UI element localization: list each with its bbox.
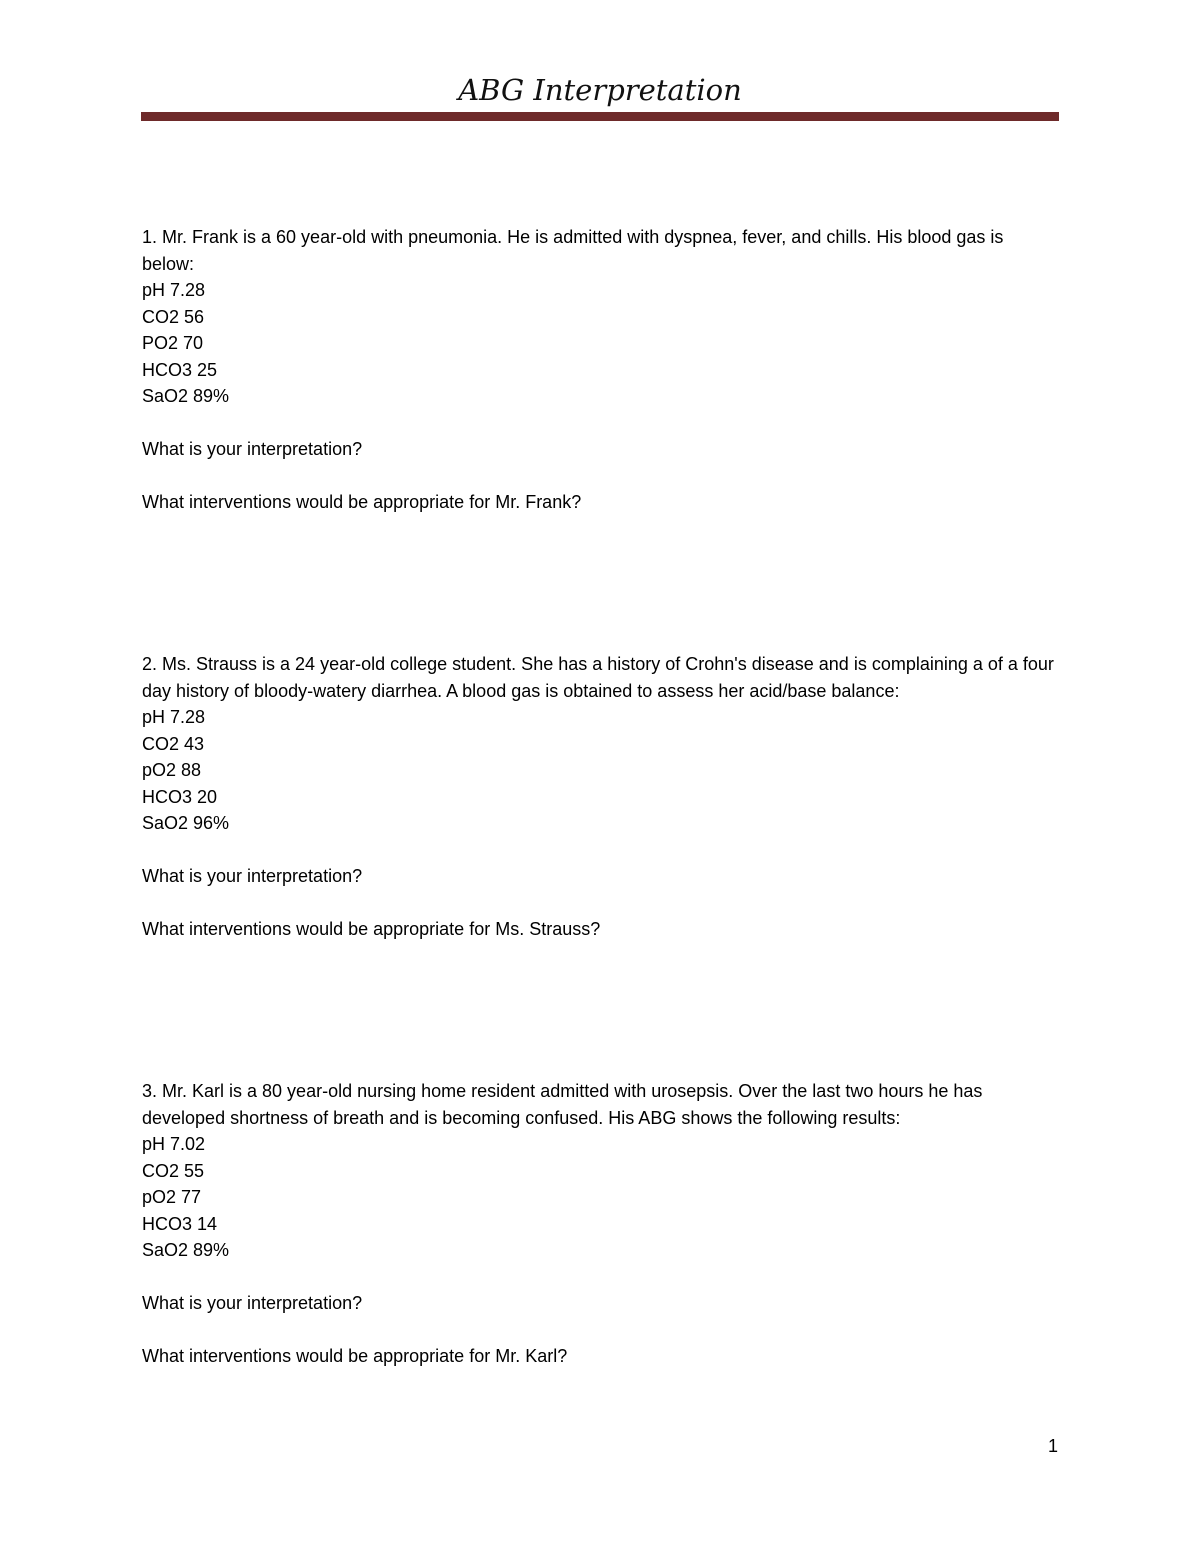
question-3	[142, 1078, 1058, 1370]
question-3-sao2: SaO2 89%	[142, 1240, 230, 1260]
question-3-ph: pH 7.02	[142, 1134, 206, 1154]
blank-line	[142, 463, 1058, 490]
question-2-interpretation-prompt: What is your interpretation?	[142, 866, 363, 886]
question-1-intro: 1. Mr. Frank is a 60 year-old with pneumonia. He is admitted with dyspnea, fever, and chills. His blood gas is below:	[142, 227, 1004, 274]
blank-line	[142, 890, 1058, 917]
blank-line	[142, 1264, 1058, 1291]
question-1-sao2: SaO2 89%	[142, 386, 230, 406]
blank-line	[142, 1317, 1058, 1344]
question-2-po2: pO2 88	[142, 760, 202, 780]
question-3-interpretation-prompt: What is your interpretation?	[142, 1293, 363, 1313]
blank-line	[142, 410, 1058, 437]
question-1-interventions-prompt: What interventions would be appropriate for Mr. Frank?	[142, 492, 582, 512]
question-2-sao2: SaO2 96%	[142, 813, 230, 833]
question-2-intro: 2. Ms. Strauss is a 24 year-old college student. She has a history of Crohn's disease and is complaining a of a four day history of bloody-watery diarrhea. A blood gas is obtained to assess her acid/base balance:	[142, 654, 1054, 701]
question-1-co2: CO2 56	[142, 306, 205, 327]
question-3-hco3: HCO3 14	[142, 1213, 218, 1234]
question-1-interpretation-prompt: What is your interpretation?	[142, 439, 363, 459]
question-1-hco3: HCO3 25	[142, 359, 218, 380]
question-2-co2: CO2 43	[142, 733, 205, 754]
header-divider	[141, 112, 1059, 121]
question-2	[142, 651, 1058, 943]
question-2-ph: pH 7.28	[142, 707, 206, 727]
question-3-co2: CO2 55	[142, 1160, 205, 1181]
question-1-ph: pH 7.28	[142, 280, 206, 300]
page-title: ABG Interpretation	[458, 73, 742, 107]
question-2-hco3: HCO3 20	[142, 786, 218, 807]
question-3-intro: 3. Mr. Karl is a 80 year-old nursing home resident admitted with urosepsis. Over the last two hours he has developed shortness of breath and is becoming confused. His ABG shows the following results:	[142, 1081, 983, 1128]
question-1	[142, 224, 1058, 516]
question-1-po2: PO2 70	[142, 333, 204, 353]
blank-line	[142, 837, 1058, 864]
question-3-interventions-prompt: What interventions would be appropriate for Mr. Karl?	[142, 1346, 568, 1366]
question-3-po2: pO2 77	[142, 1187, 202, 1207]
question-2-interventions-prompt: What interventions would be appropriate for Ms. Strauss?	[142, 919, 601, 939]
page-number: 1	[1047, 1436, 1058, 1456]
